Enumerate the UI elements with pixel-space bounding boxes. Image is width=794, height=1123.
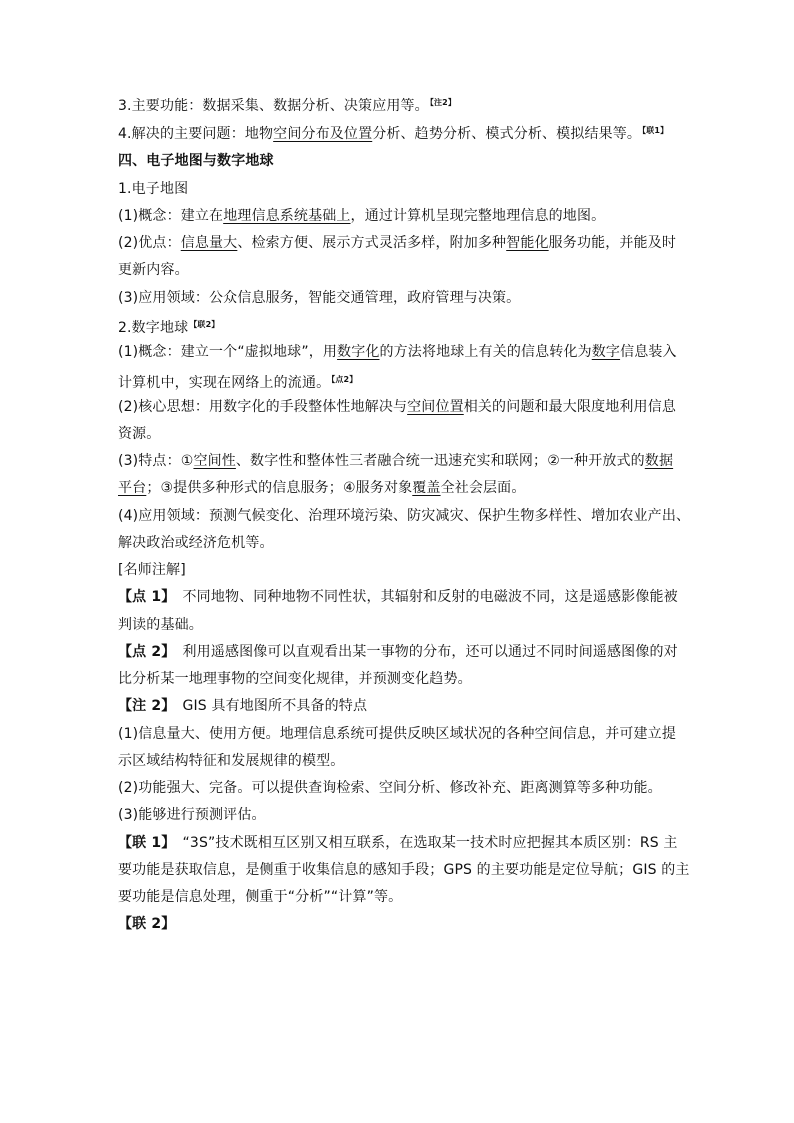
underlined-keyword: 智能化 [506,235,549,251]
text: [名师注解] [118,562,186,578]
text-line [118,93,456,116]
note-marker: 【注2】 [429,98,456,107]
text-line [118,533,274,553]
text-line [118,833,678,853]
text-line [118,615,203,635]
note-label: 【注 2】 [118,698,169,714]
text: ，通过计算机呈现完整地理信息的地图。 [350,208,606,224]
text: ；③提供多种形式的信息服务；④服务对象 [146,480,413,496]
underlined-keyword: 数字化 [337,344,380,360]
text: 示区域结构特征和发展规律的模型。 [118,753,345,769]
text-line [118,424,160,444]
note-label: 【联 2】 [118,916,176,932]
text-line [118,696,367,716]
text-line [118,370,357,393]
text-line [118,914,175,934]
text-line [118,478,525,498]
text: 要功能是获取信息，是侧重于收集信息的感知手段；GPS 的主要功能是定位导航；GIS 的主 [118,862,690,878]
text: “3S”技术既相互区别又相互联系，在选取某一技术时应把握其本质区别：RS 主 [168,835,678,851]
text: 计算机中，实现在网络上的流通。 [118,375,331,391]
text-line [118,587,678,607]
text: GIS 具有地图所不具备的特点 [168,698,368,714]
text: 1.电子地图 [118,181,189,197]
text-line [118,260,189,280]
text: 、检索方便、展示方式灵活多样，附加多种 [237,235,507,251]
underlined-keyword: 平台 [118,480,147,496]
text: 3.主要功能：数据采集、数据分析、决策应用等。 [118,98,429,114]
text: 比分析某一地理事物的空间变化规律，并预测变化趋势。 [118,671,472,687]
text: 利用遥感图像可以直观看出某一事物的分布，还可以通过不同时间遥感图像的对 [168,644,678,660]
underlined-keyword: 覆盖 [412,480,441,496]
text: (3)应用领域：公众信息服务，智能交通管理，政府管理与决策。 [118,290,521,306]
text: (1)概念：建立在 [118,208,224,224]
text-line [118,887,402,907]
text: 2.数字地球 [118,320,189,336]
text-line [118,206,605,226]
underlined-keyword: 空间分布及位置 [273,126,373,142]
text-line [118,397,676,417]
note-label: 【点 2】 [118,644,169,660]
underlined-keyword: 空间性 [193,453,236,469]
note-marker: 【联1】 [642,126,669,135]
text-line [118,342,677,362]
section-heading [118,151,274,171]
text: 的方法将地球上有关的信息转化为 [379,344,592,360]
text: (2)功能强大、完备。可以提供查询检索、空间分析、修改补充、距离测算等多种功能。 [118,780,662,796]
text-line [118,642,678,662]
text: 解决政治或经济危机等。 [118,535,274,551]
text-line [118,121,668,144]
notes-heading [118,560,186,580]
underlined-keyword: 地理信息系统基础上 [223,208,351,224]
note-marker: 【点2】 [331,375,358,384]
text-line [118,233,676,253]
text: 判读的基础。 [118,617,203,633]
text: 全社会层面。 [440,480,526,496]
text: 4.解决的主要问题：地物 [118,126,274,142]
text-line [118,288,520,308]
text-line [118,669,472,689]
underlined-keyword: 空间位置 [407,399,464,415]
underlined-keyword: 数字 [591,344,621,360]
subsection-heading [118,179,188,199]
text-line [118,778,662,798]
text: 服务功能，并能及时 [548,235,677,251]
text: 要功能是信息处理，侧重于“分析”“计算”等。 [118,889,403,905]
text: (1)概念：建立一个“虚拟地球”，用 [118,344,338,360]
note-label: 【联 1】 [118,835,169,851]
text: 不同地物、同种地物不同性状，其辐射和反射的电磁波不同，这是遥感影像能被 [168,589,678,605]
text: (2)优点： [118,235,181,251]
text: (3)特点：① [118,453,194,469]
text: (4)应用领域：预测气候变化、治理环境污染、防灾减灾、保护生物多样性、增加农业产出、 [118,508,691,524]
text-line [118,860,690,880]
note-marker: 【联2】 [189,320,220,329]
text: 资源。 [118,426,161,442]
text: 更新内容。 [118,262,189,278]
text: (1)信息量大、使用方便。地理信息系统可提供反映区域状况的各种空间信息，并可建立提 [118,726,676,742]
text-line [118,805,266,825]
underlined-keyword: 信息量大 [180,235,238,251]
text-line [118,724,676,744]
note-label: 【点 1】 [118,589,169,605]
text: (2)核心思想：用数字化的手段整体性地解决与 [118,399,408,415]
text: (3)能够进行预测评估。 [118,807,266,823]
subsection-heading [118,315,219,338]
text-line [118,506,690,526]
heading-text: 四、电子地图与数字地球 [118,153,274,169]
text: 相关的问题和最大限度地利用信息 [463,399,676,415]
text: 、数字性和整体性三者融合统一迅速充实和联网；②一种开放式的 [235,453,645,469]
text-line [118,451,673,471]
underlined-keyword: 数据 [644,453,674,469]
text: 分析、趋势分析、模式分析、模拟结果等。 [372,126,642,142]
text-line [118,751,344,771]
text: 信息装入 [620,344,677,360]
